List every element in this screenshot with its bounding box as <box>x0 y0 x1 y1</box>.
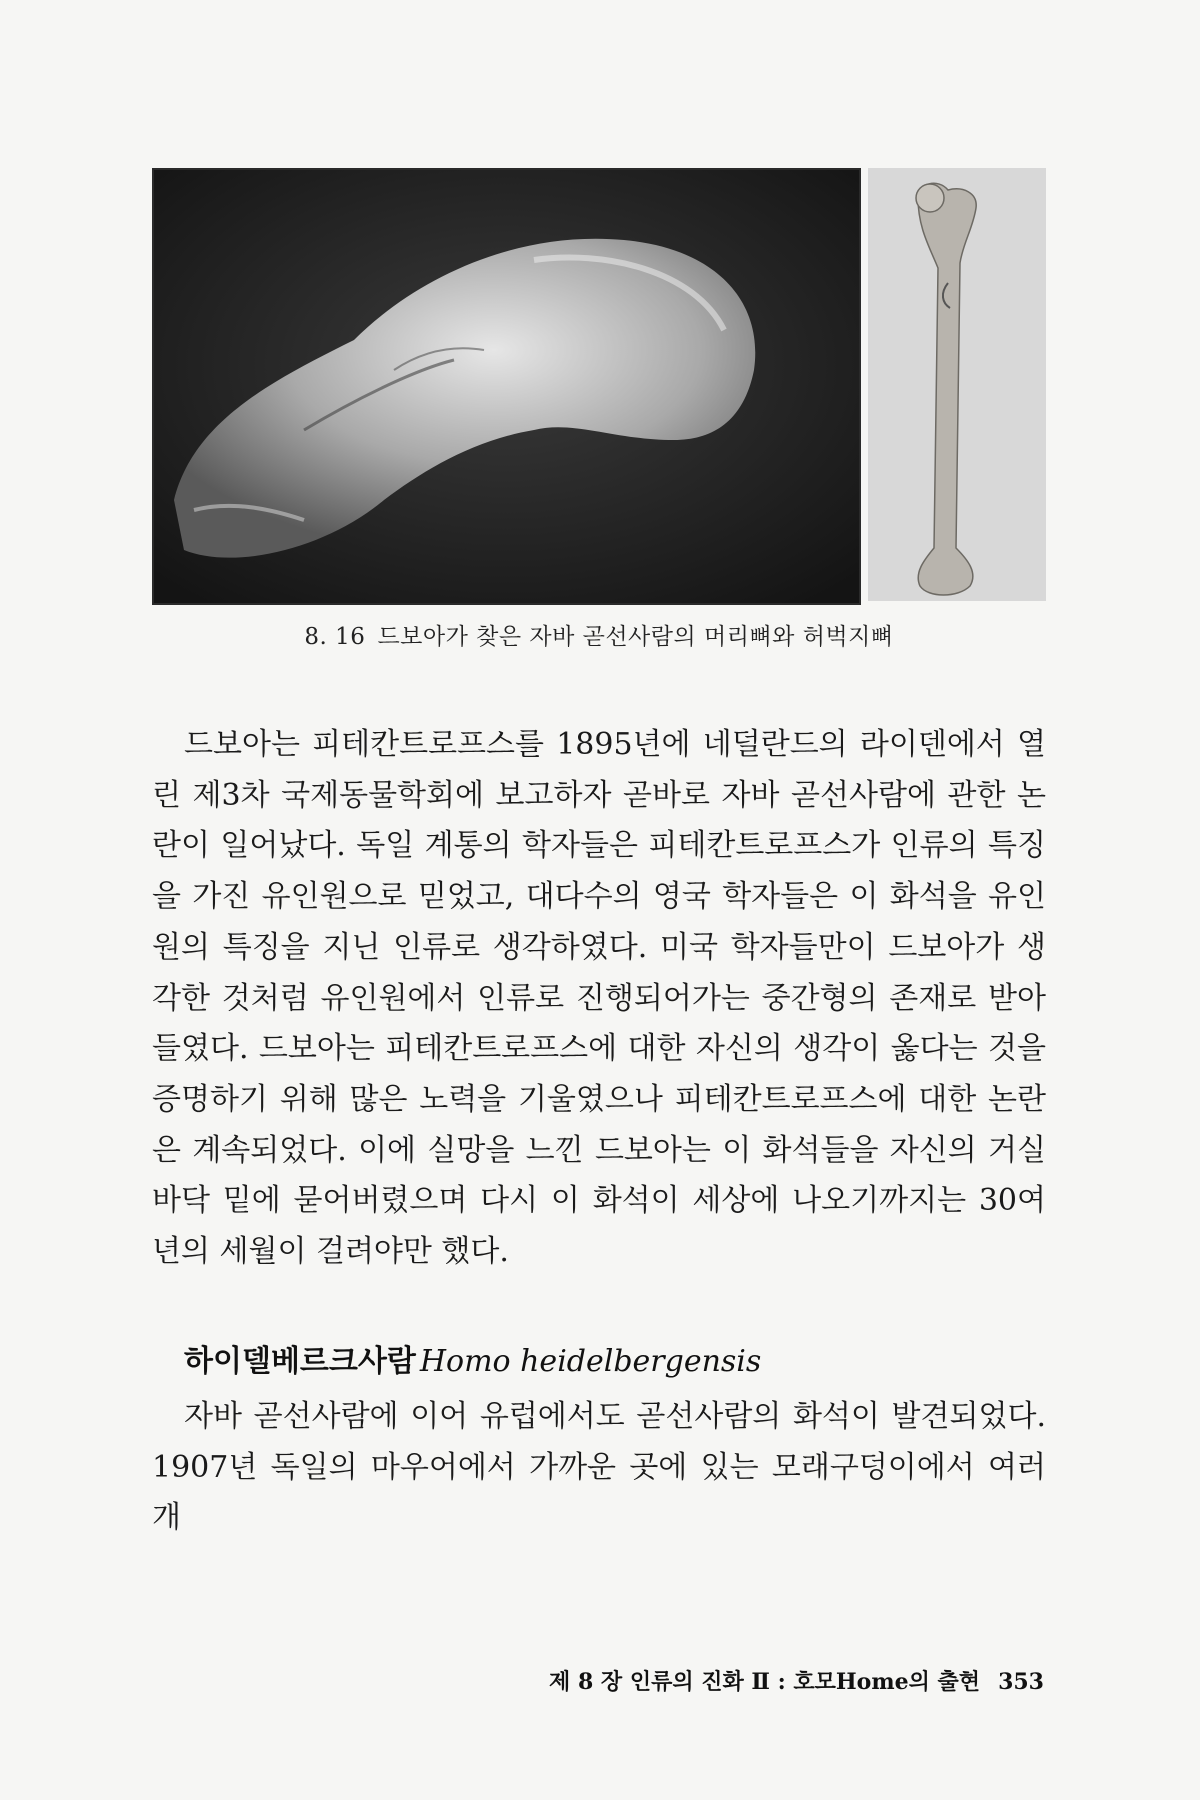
femur-photo-graphic <box>868 168 1046 601</box>
body-paragraph-1: 드보아는 피테칸트로프스를 1895년에 네덜란드의 라이덴에서 열린 제3차 국제동물학회에 보고하자 곧바로 자바 곧선사람에 관한 논란이 일어났다. 독일 계통의 학자들은 피테칸트로프스가 인류의 특징을 가진 유인원으로 믿었고, 대다수의 영국 학자들은 이 화석을 유인원의 특징을 지닌 인류로 생각하였다. 미국 학자들만이 드보아가 생각한 것처럼 유인원에서 인류로 진행되어가는 중간형의 존재로 받아들였다. 드보아는 피테칸트로프스에 대한 자신의 생각이 옳다는 것을 증명하기 위해 많은 노력을 기울였으나 피테칸트로프스에 대한 논란은 계속되었다. 이에 실망을 느낀 드보아는 이 화석들을 자신의 거실 바닥 밑에 묻어버렸으며 다시 이 화석이 세상에 나오기까지는 30여 년의 세월이 걸려야만 했다. <box>152 727 1046 1270</box>
figure-number: 8. 16 <box>304 624 366 650</box>
femur-photo <box>868 168 1046 601</box>
section-title-korean: 하이델베르크사람 <box>184 1344 416 1379</box>
body-paragraph-2: 자바 곧선사람에 이어 유럽에서도 곧선사람의 화석이 발견되었다. 1907년 독일의 마우어에서 가까운 곳에 있는 모래구덩이에서 여러 개 <box>152 1399 1046 1536</box>
figure-caption-text: 드보아가 찾은 자바 곧선사람의 머리뼈와 허벅지뼈 <box>377 624 894 650</box>
section-title-latin: Homo heidelbergensis <box>419 1344 762 1379</box>
skull-photo <box>152 168 861 605</box>
chapter-title: 제 8 장 인류의 진화 Ⅱ : 호모Home의 출현 <box>549 1669 981 1695</box>
skull-photo-graphic <box>154 170 859 603</box>
page-number: 353 <box>998 1669 1044 1695</box>
section-heading <box>184 1336 761 1380</box>
running-footer <box>549 1665 1044 1696</box>
figure-caption <box>152 618 1046 651</box>
